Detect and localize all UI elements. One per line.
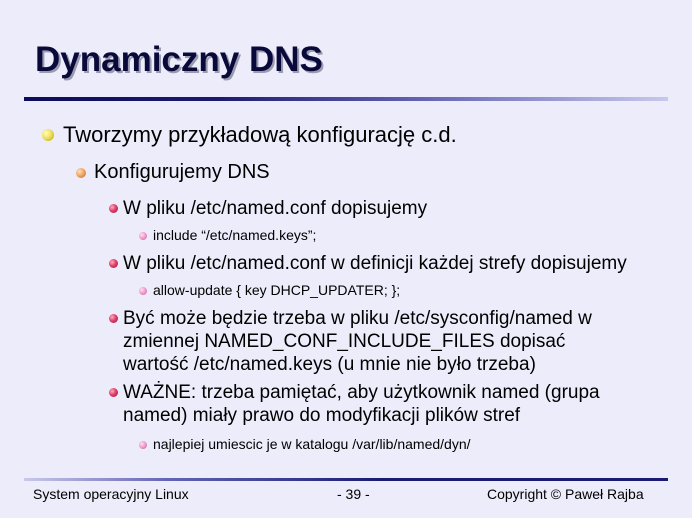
slide-title: Dynamiczny DNS: [35, 40, 323, 79]
bullet-dot-icon: [109, 259, 118, 268]
bullet-item: Konfigurujemy DNS: [94, 161, 270, 183]
footer-divider: [24, 478, 384, 481]
bullet-dot-icon: [76, 168, 86, 178]
footer-left: System operacyjny Linux: [33, 486, 189, 502]
bullet-item: include “/etc/named.keys”;: [153, 227, 317, 243]
bullet-dot-icon: [139, 232, 147, 240]
bullet-item: W pliku /etc/named.conf dopisujemy: [123, 198, 428, 219]
bullet-dot-icon: [139, 441, 147, 449]
page-number: - 39 -: [337, 486, 370, 502]
bullet-dot-icon: [109, 388, 118, 397]
footer-divider: [384, 478, 668, 481]
bullet-item: allow-update { key DHCP_UPDATER; };: [153, 282, 401, 298]
bullet-item: Tworzymy przykładową konfigurację c.d.: [63, 122, 457, 147]
bullet-dot-icon: [109, 204, 118, 213]
bullet-item: W pliku /etc/named.conf w definicji każdej strefy dopisujemy: [123, 253, 627, 274]
footer-right: Copyright © Paweł Rajba: [487, 486, 644, 502]
title-underline: [24, 97, 668, 101]
bullet-item-line: named) miały prawo do modyfikacji plików stref: [123, 405, 521, 426]
bullet-item-line: zmiennej NAMED_CONF_INCLUDE_FILES dopisać: [123, 331, 566, 352]
bullet-item-line: Być może będzie trzeba w pliku /etc/sysconfig/named w: [123, 308, 592, 329]
bullet-dot-icon: [139, 287, 147, 295]
bullet-dot-icon: [109, 314, 118, 323]
bullet-item: najlepiej umiescic je w katalogu /var/lib/named/dyn/: [153, 436, 471, 452]
bullet-item-line: WAŻNE: trzeba pamiętać, aby użytkownik named (grupa: [123, 382, 600, 403]
bullet-item-line: wartość /etc/named.keys (u mnie nie było trzeba): [123, 354, 536, 375]
bullet-dot-icon: [42, 129, 54, 141]
